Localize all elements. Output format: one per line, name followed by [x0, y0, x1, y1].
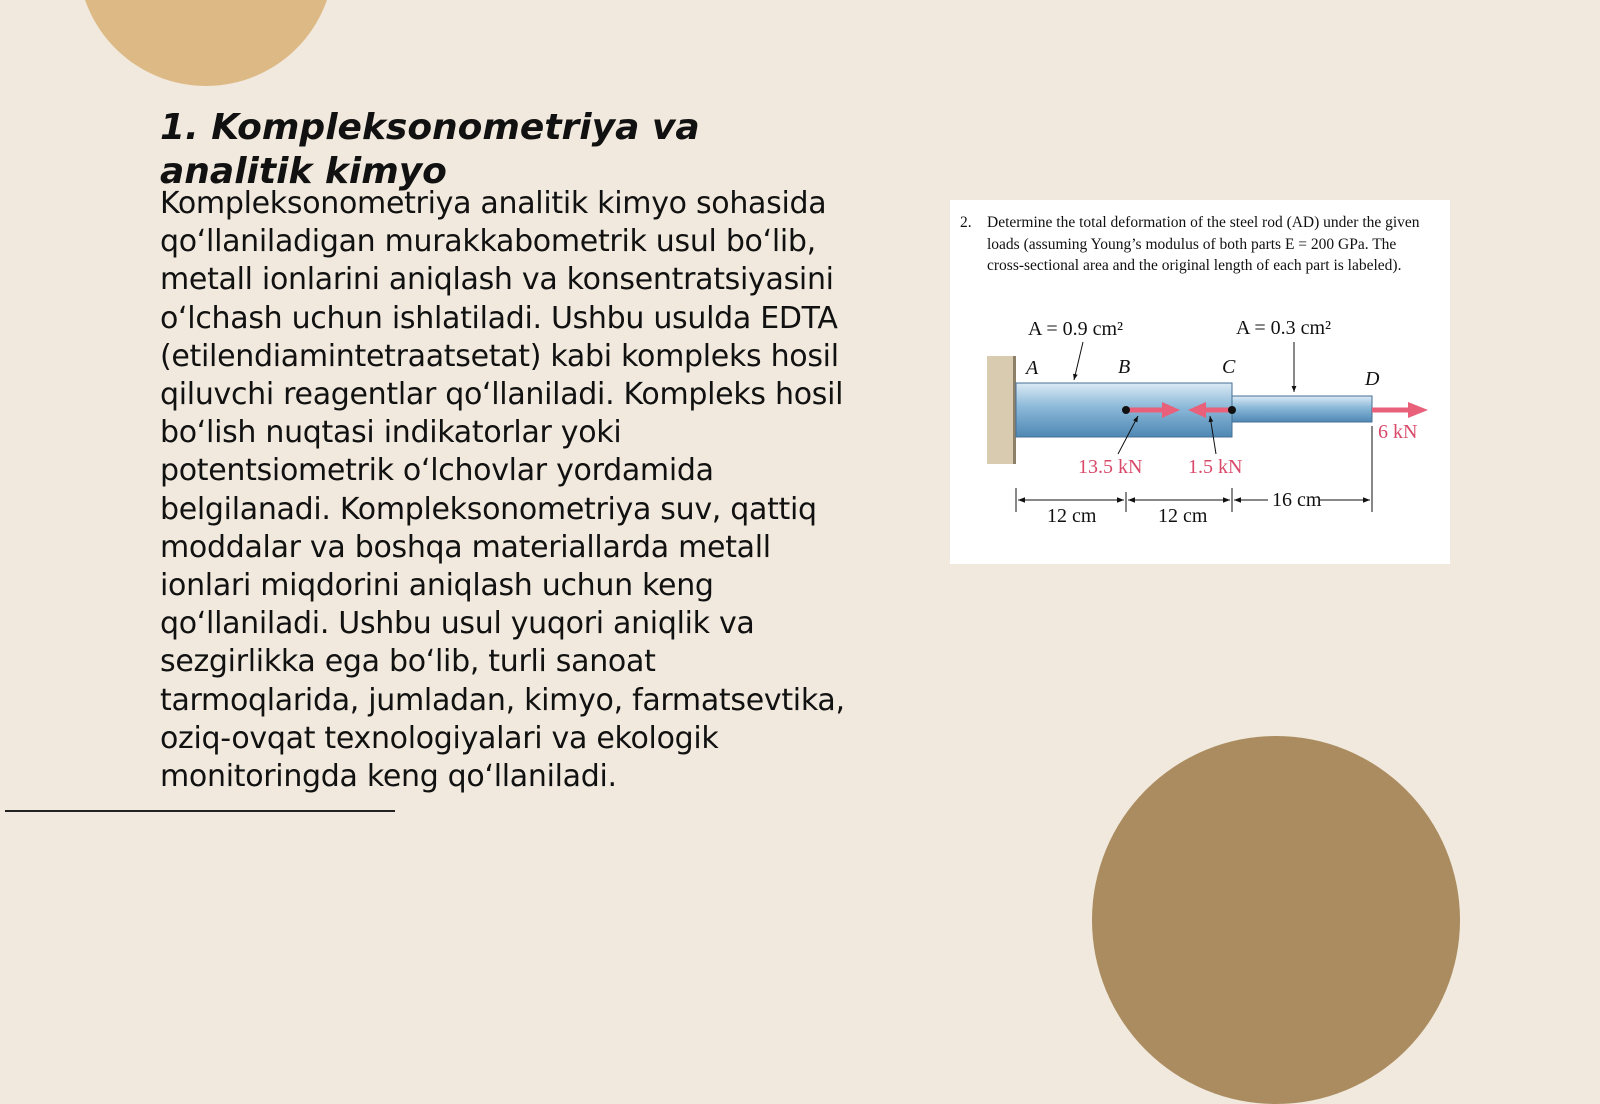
- point-label-a: A: [1026, 357, 1039, 379]
- problem-text: Determine the total deformation of the steel rod (AD) under the given loads (assuming Young’s modulus of both parts E = 200 GPa. The cross-sectional area and the original length of each part is labeled).: [987, 214, 1420, 274]
- problem-figure: [950, 200, 1450, 564]
- decorative-line: [5, 810, 395, 812]
- load-label-b: 13.5 kN: [1078, 456, 1143, 478]
- load-point-c: [1228, 406, 1236, 414]
- area-label-left: A = 0.9 cm²: [1028, 318, 1124, 340]
- area-label-right: A = 0.3 cm²: [1236, 317, 1332, 339]
- problem-number: 2.: [960, 214, 972, 231]
- slide-body-text: Kompleksonometriya analitik kimyo sohasida qo‘llaniladigan murakkabometrik usul bo‘lib, metall ionlarini aniqlash va konsentratsiyasini o‘lchash uchun ishlatiladi. Ushbu usulda EDTA (etilendiamintetraatsetat) kabi kompleks hosil qiluvchi reagentlar qo‘llaniladi. Kompleks hosil bo‘lish nuqtasi indikatorlar yoki potentsiometrik o‘lchovlar yordamida belgilanadi. Kompleksonometriya suv, qattiq moddalar va boshqa materiallarda metall ionlari miqdorini aniqlash uchun keng qo‘llaniladi. Ushbu usul yuqori aniqlik va sezgirlikka ega bo‘lib, turli sanoat tarmoqlarida, jumladan, kimyo, farmatsevtika, oziq-ovqat texnologiyalari va ekologik monitoringda keng qo‘llaniladi.: [160, 186, 845, 795]
- load-label-d: 6 kN: [1378, 421, 1418, 443]
- decorative-circle-top: [78, 0, 334, 86]
- load-point-b: [1122, 406, 1130, 414]
- rod-segment-cd: [1232, 396, 1372, 422]
- decorative-circle-bottom: [1092, 736, 1460, 1104]
- rod-diagram: [950, 200, 1450, 564]
- load-label-c: 1.5 kN: [1188, 456, 1243, 478]
- fixed-wall: [987, 356, 1013, 464]
- dim-label-cd: 16 cm: [1272, 489, 1322, 511]
- slide-title: 1. Kompleksonometriya va analitik kimyo: [160, 107, 700, 192]
- dim-label-ab: 12 cm: [1047, 505, 1097, 527]
- point-label-d: D: [1365, 368, 1380, 390]
- load-arrow-d-head: [1408, 402, 1428, 418]
- dim-label-bc: 12 cm: [1158, 505, 1208, 527]
- point-label-c: C: [1222, 356, 1236, 378]
- area-left-pointer: [1074, 342, 1083, 380]
- point-label-b: B: [1118, 356, 1131, 378]
